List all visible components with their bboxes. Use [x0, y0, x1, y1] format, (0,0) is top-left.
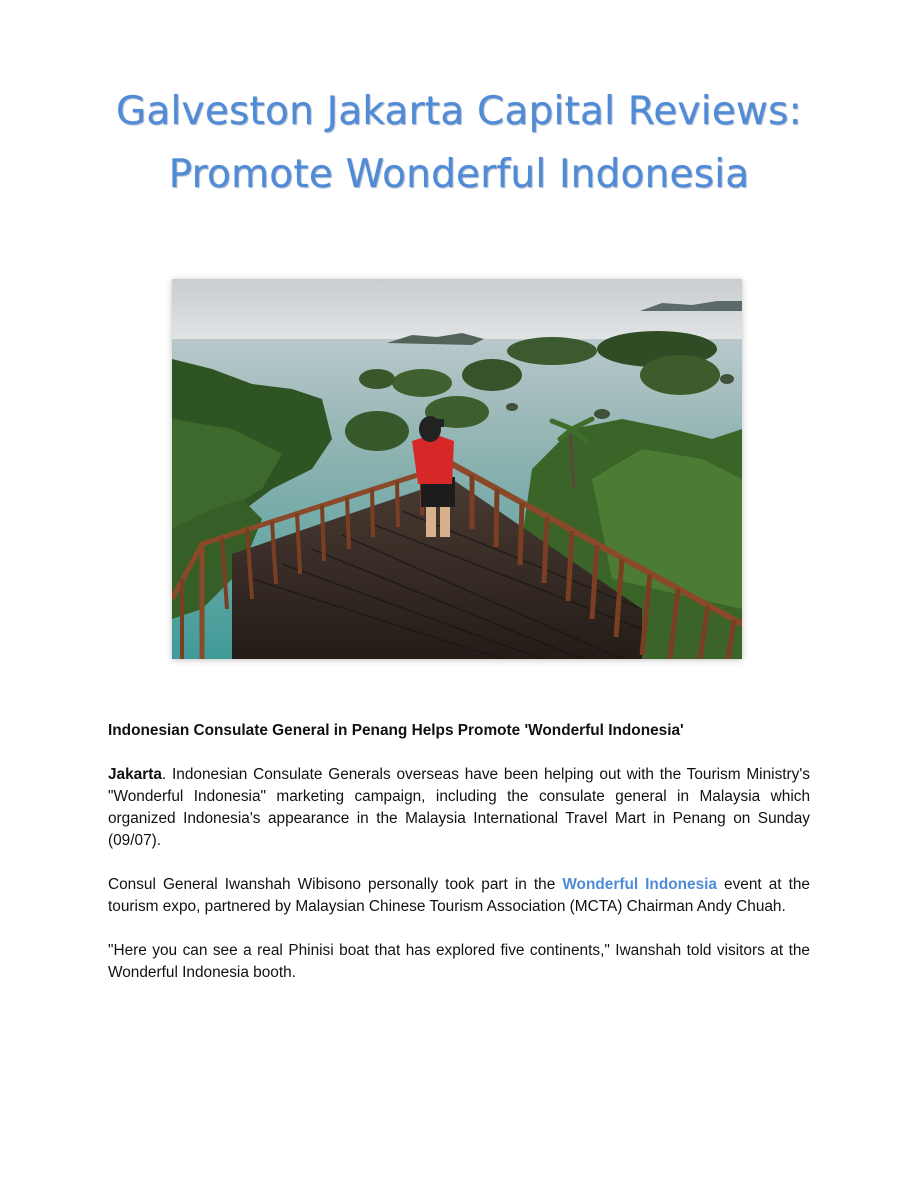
- paragraph-1-text: . Indonesian Consulate Generals overseas have been helping out with the Tourism Ministry's "Wonderful Indonesia" marketing campaign, including the consulate general in Malaysia which organized Indonesia's appearance in the Malaysia International Travel Mart in Penang on Sunday (09/07).: [108, 766, 810, 849]
- paragraph-3: "Here you can see a real Phinisi boat that has explored five continents," Iwanshah told visitors at the Wonderful Indonesia booth.: [108, 942, 810, 981]
- title-line-2: Promote Wonderful Indonesia: [168, 152, 750, 197]
- dateline: Jakarta: [108, 766, 162, 783]
- paragraph-2-before: Consul General Iwanshah Wibisono personally took part in the: [108, 876, 563, 893]
- paragraph-1: [108, 764, 810, 852]
- landscape-photo: [172, 279, 742, 659]
- title-line-1: Galveston Jakarta Capital Reviews:: [116, 89, 802, 134]
- paragraph-2-after: event at the tourism expo, partnered by Malaysian Chinese Tourism Association (MCTA) Chairman Andy Chuah.: [108, 876, 810, 915]
- paragraph-2: [108, 874, 810, 918]
- wonderful-indonesia-link[interactable]: Wonderful Indonesia: [562, 876, 717, 893]
- article-subheading: Indonesian Consulate General in Penang Helps Promote 'Wonderful Indonesia': [108, 722, 684, 739]
- article-body: [108, 720, 810, 1006]
- page-title: [60, 80, 858, 206]
